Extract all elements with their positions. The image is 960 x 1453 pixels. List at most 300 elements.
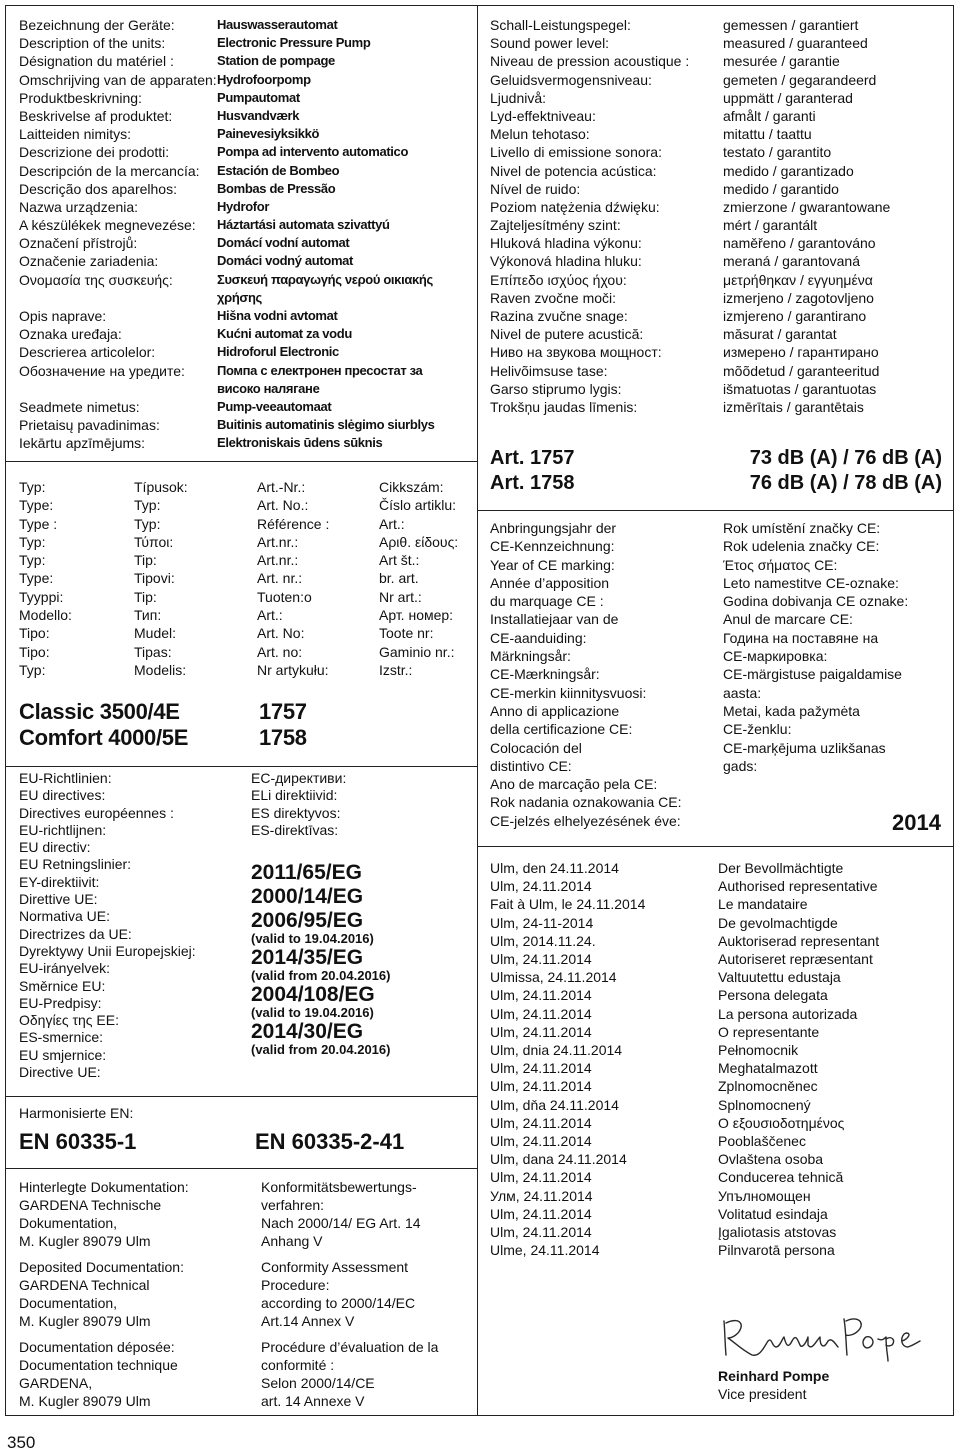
type-grid-cell: Típusok: <box>134 479 188 495</box>
sound-row <box>490 362 945 380</box>
type-grid-row <box>19 606 469 624</box>
sound-label: Výkonová hladina hluku: <box>490 253 642 270</box>
ce-label: CE-Kennzeichnung: <box>490 538 615 555</box>
doc-line: art. 14 Annexe V <box>261 1393 365 1409</box>
doc-line: Selon 2000/14/CE <box>261 1375 375 1391</box>
place-date: Ulm, 24.11.2014 <box>490 1023 592 1040</box>
divider <box>6 766 477 767</box>
device-label: Désignation du matériel : <box>19 53 174 70</box>
type-grid-cell: Nr art.: <box>379 588 422 605</box>
eu-label: Directrizes da UE: <box>19 925 132 942</box>
sound-label: Ниво на звукова мощност: <box>490 344 662 361</box>
sound-value: medido / garantizado <box>723 162 854 179</box>
device-label: Prietaisų pavadinimas: <box>19 417 160 434</box>
device-label: Oznaka uređaja: <box>19 326 122 343</box>
representative-title: Meghatalmazott <box>718 1060 818 1077</box>
page-number: 350 <box>7 1433 36 1452</box>
type-grid-cell: Type: <box>19 497 54 514</box>
type-grid-cell: Tuoten:o <box>257 588 312 605</box>
place-date: Ulm, dňa 24.11.2014 <box>490 1096 619 1113</box>
device-value: Pump-veeautomaat <box>217 398 332 414</box>
sound-row <box>490 180 945 198</box>
place-date: Ulmissa, 24.11.2014 <box>490 969 617 986</box>
representative-title: Autoriseret repræsentant <box>718 951 873 968</box>
directive-code: 2014/35/EG <box>251 946 364 969</box>
device-row <box>19 125 474 143</box>
ce-marking-labels <box>490 519 681 830</box>
representative-title: Ο εξουσιοδοτημένος <box>718 1114 845 1131</box>
device-value: Domáci vodný automat <box>217 253 354 269</box>
ce-label: Metai, kada pažymėta <box>723 702 860 719</box>
doc-line: conformité : <box>261 1357 335 1373</box>
device-value: Hišna vodni avtomat <box>217 308 338 323</box>
representative-title: Persona delegata <box>718 987 828 1004</box>
place-date: Ulme, 24.11.2014 <box>490 1242 600 1259</box>
type-grid-cell: Číslo artiklu: <box>379 497 457 514</box>
model-art: 1757 <box>259 699 307 724</box>
representative-title: De gevolmachtigde <box>718 914 838 931</box>
directive-validity: (valid to 19.04.2016) <box>251 1005 374 1020</box>
sound-value: gemessen / garantiert <box>723 17 859 33</box>
sound-label: Lyd-effektniveau: <box>490 107 596 124</box>
representative-title: Pilnvarotā persona <box>718 1242 835 1259</box>
harmonised-label: Harmonisierte EN: <box>19 1105 134 1121</box>
ce-label: CE-маркировка: <box>723 648 828 665</box>
sound-row <box>490 343 945 361</box>
doc-line: GARDENA Technical <box>19 1277 150 1293</box>
device-value: Помпа с електронен пресостат за <box>217 362 423 378</box>
sound-row <box>490 216 945 234</box>
device-value: Buitinis automatinis slėgimo siurblys <box>217 417 435 433</box>
type-grid-row <box>19 661 469 679</box>
sound-label: Razina zvučne snage: <box>490 308 628 324</box>
place-date: Ulm, 24.11.2014 <box>490 1205 592 1222</box>
signature <box>716 1311 926 1363</box>
directive-code: 2014/30/EG <box>251 1020 364 1043</box>
sound-row <box>490 234 945 252</box>
type-grid-cell: Référence : <box>257 515 330 532</box>
eu-label: Directives européennes : <box>19 804 174 821</box>
type-grid-cell: Art.: <box>379 515 405 532</box>
ce-label: Installatiejaar van de <box>490 611 619 628</box>
divider <box>6 1096 477 1097</box>
type-grid-cell: Tipas: <box>134 643 172 660</box>
sound-value: measured / guaranteed <box>723 35 868 52</box>
doc-line: M. Kugler 89079 Ulm <box>19 1393 151 1409</box>
sound-row <box>490 89 945 107</box>
eu-label: EU-Predpisy: <box>19 994 102 1011</box>
type-grid <box>19 478 469 679</box>
place-date: Ulm, 2014.11.24. <box>490 932 596 949</box>
device-value: Domácí vodní automat <box>217 235 350 251</box>
eu-label: Normativa UE: <box>19 908 111 925</box>
sound-value: izmjereno / garantirano <box>723 308 867 324</box>
model-name: Comfort 4000/5E <box>19 725 189 750</box>
sound-value: naměřeno / garantováno <box>723 235 876 252</box>
place-date: Ulm, 24.11.2014 <box>490 1078 592 1095</box>
place-date: Улм, 24.11.2014 <box>490 1187 593 1204</box>
ce-label: CE-jelzés elhelyezésének éve: <box>490 812 681 829</box>
model-art: 1758 <box>259 725 307 750</box>
doc-line: Hinterlegte Dokumentation: <box>19 1179 189 1195</box>
sound-label: Zajteljesítmény szint: <box>490 217 621 234</box>
eu-label: EU-Richtlinien: <box>19 770 112 786</box>
eu-label: EU-irányelvek: <box>19 960 111 977</box>
sound-row <box>490 71 945 89</box>
place-date: Ulm, 24-11-2014 <box>490 914 594 931</box>
device-row <box>19 398 474 416</box>
doc-line: Procédure d’évaluation de la <box>261 1339 439 1355</box>
sound-value: mõõdetud / garanteeritud <box>723 362 880 379</box>
type-grid-cell: Art. No: <box>257 625 305 642</box>
ce-label: Rok umístění značky CE: <box>723 520 881 536</box>
device-label: Ονομασία της συσκευής: <box>19 271 173 288</box>
device-row <box>19 271 474 289</box>
representative-title: Pełnomocnik <box>718 1042 799 1059</box>
representative-title: Splnomocnený <box>718 1096 811 1113</box>
device-value: Painevesiyksikkö <box>217 126 320 142</box>
models-block <box>19 699 307 751</box>
place-date: Ulm, dnia 24.11.2014 <box>490 1042 623 1059</box>
device-label: Omschrijving van de apparaten: <box>19 71 217 88</box>
type-grid-cell: Tyyppi: <box>19 588 64 605</box>
eu-label: ES direktyvos: <box>251 804 341 821</box>
device-label: Descripción de la mercancía: <box>19 162 200 179</box>
eu-directive-labels-right <box>251 770 346 839</box>
sound-row <box>490 34 945 52</box>
device-value: Hidroforul Electronic <box>217 344 339 360</box>
type-grid-cell: Art.nr.: <box>257 552 299 569</box>
sound-label: Schall-Leistungspegel: <box>490 17 631 33</box>
device-row <box>19 289 474 307</box>
type-grid-row <box>19 624 469 642</box>
sound-value: mitattu / taattu <box>723 126 812 143</box>
sound-label: Trokšņu jaudas līmenis: <box>490 398 638 415</box>
device-row <box>19 307 474 325</box>
ce-label: distintivo CE: <box>490 757 572 774</box>
device-value: Kućni automat za vodu <box>217 326 352 342</box>
harmonised-en2: EN 60335-2-41 <box>255 1129 405 1154</box>
doc-line: Documentation technique <box>19 1357 178 1373</box>
directive-code: 2011/65/EG <box>251 861 362 884</box>
device-row <box>19 198 474 216</box>
type-grid-row <box>19 478 469 496</box>
ce-label: Year of CE marking: <box>490 556 615 573</box>
device-value: Hauswasserautomat <box>217 17 338 32</box>
representative-title: Zplnomocněnec <box>718 1078 818 1095</box>
device-row <box>19 16 474 34</box>
doc-line: M. Kugler 89079 Ulm <box>19 1233 151 1249</box>
ce-label: Godina dobivanja CE oznake: <box>723 593 909 610</box>
ce-label: CE-merkin kiinnitysvuosi: <box>490 684 647 701</box>
device-value: Elektroniskais ūdens sūknis <box>217 435 383 451</box>
device-row <box>19 234 474 252</box>
ce-label: CE-marķējuma uzlikšanas <box>723 739 886 756</box>
ce-year: 2014 <box>892 810 941 835</box>
sound-label: Livello di emissione sonora: <box>490 144 662 161</box>
place-date: Ulm, 24.11.2014 <box>490 878 592 895</box>
documentation-left <box>19 1178 189 1250</box>
device-value: Hydrofoorpomp <box>217 71 311 87</box>
ce-label: della certificazione CE: <box>490 721 633 738</box>
representative-title: La persona autorizada <box>718 1005 858 1022</box>
place-date: Ulm, 24.11.2014 <box>490 1169 592 1186</box>
eu-directive-labels <box>19 770 196 1081</box>
device-value: Hydrofor <box>217 198 270 214</box>
eu-label: Směrnice EU: <box>19 977 106 994</box>
sound-label: Raven zvočne moči: <box>490 289 617 306</box>
device-value: Husvandværk <box>217 107 300 123</box>
device-value: Συσκευή παραγωγής νερού οικιακής <box>217 271 433 287</box>
doc-line: GARDENA Technische <box>19 1197 162 1213</box>
place-date: Ulm, 24.11.2014 <box>490 1005 592 1022</box>
device-row <box>19 143 474 161</box>
place-date: Fait à Ulm, le 24.11.2014 <box>490 896 646 913</box>
doc-line: Nach 2000/14/ EG Art. 14 <box>261 1215 421 1231</box>
ce-label: Έτος σήματος CE: <box>723 556 838 573</box>
sound-art: Art. 1757 <box>490 447 575 469</box>
device-row <box>19 252 474 270</box>
directive-validity: (valid to 19.04.2016) <box>251 931 374 946</box>
sound-label: Helivõimsuse tase: <box>490 362 608 379</box>
type-grid-row <box>19 496 469 514</box>
ce-label: Ano de marcação pela CE: <box>490 776 658 793</box>
sound-db: 76 dB (A) / 78 dB (A) <box>749 472 942 494</box>
eu-label: EU smjernice: <box>19 1046 107 1063</box>
sound-label: Hluková hladina výkonu: <box>490 235 642 252</box>
sound-art: Art. 1758 <box>490 472 575 494</box>
type-grid-cell: Tip: <box>134 588 157 605</box>
type-grid-cell: Modelis: <box>134 661 187 678</box>
type-grid-cell: Art.: <box>257 607 283 624</box>
type-grid-cell: Izstr.: <box>379 661 413 678</box>
ce-label: Anno di applicazione <box>490 702 620 719</box>
doc-line: GARDENA, <box>19 1375 93 1391</box>
device-value: Háztartási automata szivattyú <box>217 217 390 233</box>
device-row <box>19 216 474 234</box>
representative-title: Įgaliotasis atstovas <box>718 1224 837 1241</box>
ce-label: Anbringungsjahr der <box>490 520 617 536</box>
place-date: Ulm, 24.11.2014 <box>490 1224 592 1241</box>
type-grid-row <box>19 588 469 606</box>
eu-label: ES-smernice: <box>19 1029 104 1046</box>
ce-label: aasta: <box>723 684 762 701</box>
sound-db: 73 dB (A) / 76 dB (A) <box>749 447 942 469</box>
sound-label: Garso stiprumo lygis: <box>490 380 622 397</box>
device-value: високо налягане <box>217 380 320 396</box>
device-value: χρήσης <box>217 289 262 305</box>
divider <box>6 1168 477 1169</box>
type-grid-cell: Type : <box>19 515 58 532</box>
place-date: Ulm, 24.11.2014 <box>490 951 592 968</box>
directive-validity: (valid from 20.04.2016) <box>251 968 391 983</box>
sound-value: medido / garantido <box>723 180 839 197</box>
device-row <box>19 362 474 380</box>
representative-list <box>718 859 879 1259</box>
eu-label: EU directiv: <box>19 839 91 856</box>
device-row <box>19 380 474 398</box>
type-grid-cell: Gaminio nr.: <box>379 643 455 660</box>
doc-line: Art.14 Annex V <box>261 1313 355 1329</box>
device-value: Pompa ad intervento automatico <box>217 144 409 160</box>
type-grid-cell: Typ: <box>19 533 46 550</box>
device-value: Bombas de Pressão <box>217 180 336 196</box>
handwritten-signature <box>716 1311 926 1363</box>
sound-row <box>490 162 945 180</box>
divider <box>6 461 477 462</box>
device-row <box>19 180 474 198</box>
place-date: Ulm, 24.11.2014 <box>490 1133 592 1150</box>
type-grid-cell: Tipo: <box>19 625 50 642</box>
device-label: Descrição dos aparelhos: <box>19 180 177 197</box>
doc-line: according to 2000/14/EC <box>261 1295 416 1311</box>
device-row <box>19 325 474 343</box>
sound-label: Nivel de potencia acústica: <box>490 162 657 179</box>
type-grid-cell: Art. No.: <box>257 497 309 514</box>
type-grid-cell: Toote nr: <box>379 625 434 642</box>
type-grid-cell: Art.nr.: <box>257 533 299 550</box>
type-grid-cell: br. art. <box>379 570 419 587</box>
sound-value: izmērītais / garantētais <box>723 398 864 415</box>
sound-row <box>490 398 945 416</box>
device-label: Обозначение на уредите: <box>19 362 185 379</box>
sound-value: izmerjeno / zagotovljeno <box>723 289 874 306</box>
device-value: Pumpautomat <box>217 89 300 105</box>
device-label: Opis naprave: <box>19 308 107 324</box>
ce-label: CE-märgistuse paigaldamise <box>723 666 902 683</box>
sound-label: Niveau de pression acoustique : <box>490 53 690 70</box>
eu-label: ЕС-директиви: <box>251 770 347 786</box>
ce-label: Rok udelenia značky CE: <box>723 538 880 555</box>
documentation-right <box>261 1338 438 1410</box>
doc-line: Documentation déposée: <box>19 1339 175 1355</box>
ce-label: du marquage CE : <box>490 593 604 610</box>
ce-label: CE-Mærkningsår: <box>490 666 600 683</box>
type-grid-cell: Τύποι: <box>134 533 174 550</box>
sound-row <box>490 125 945 143</box>
doc-line: Procedure: <box>261 1277 330 1293</box>
type-grid-cell: Cikkszám: <box>379 479 444 495</box>
type-grid-cell: Art št.: <box>379 552 420 569</box>
representative-title: Der Bevollmächtigte <box>718 860 844 876</box>
right-panel <box>478 5 954 1416</box>
device-row <box>19 52 474 70</box>
sound-row <box>490 107 945 125</box>
device-label: Produktbeskrivning: <box>19 89 142 106</box>
type-grid-row <box>19 533 469 551</box>
eu-label: EU-richtlijnen: <box>19 821 107 838</box>
place-date: Ulm, 24.11.2014 <box>490 987 592 1004</box>
sound-values <box>490 447 942 497</box>
type-grid-cell: Nr artykułu: <box>257 661 329 678</box>
device-value: Station de pompage <box>217 53 335 69</box>
representative-title: Ovlaštena osoba <box>718 1151 824 1168</box>
harmonised-en1: EN 60335-1 <box>19 1129 137 1154</box>
doc-line: Conformity Assessment <box>261 1259 409 1275</box>
device-row <box>19 162 474 180</box>
sound-label: Ljudnivå: <box>490 89 547 106</box>
ce-label: Rok nadania oznakowania CE: <box>490 794 682 811</box>
type-grid-cell: Αριθ. είδους: <box>379 533 459 550</box>
device-names-list <box>19 16 474 453</box>
device-row <box>19 89 474 107</box>
device-label: Označenie zariadenia: <box>19 253 159 270</box>
documentation-right <box>261 1258 415 1330</box>
device-value: Estación de Bombeo <box>217 162 340 178</box>
sound-row <box>490 325 945 343</box>
ce-label: Anul de marcare CE: <box>723 611 853 628</box>
eu-label: Direttive UE: <box>19 891 98 908</box>
device-row <box>19 34 474 52</box>
type-grid-cell: Tip: <box>134 552 157 569</box>
directive-validity: (valid from 20.04.2016) <box>251 1042 391 1057</box>
sound-row <box>490 380 945 398</box>
device-label: Iekārtu apzīmējums: <box>19 435 146 452</box>
device-label: Description of the units: <box>19 35 166 52</box>
place-date: Ulm, den 24.11.2014 <box>490 860 619 876</box>
sound-label: Sound power level: <box>490 35 610 52</box>
sound-level-list <box>490 16 945 416</box>
sound-row <box>490 289 945 307</box>
type-grid-cell: Typ: <box>134 497 161 514</box>
type-grid-row <box>19 643 469 661</box>
place-date: Ulm, 24.11.2014 <box>490 1114 592 1131</box>
sound-value: μετρήθηκαν / εγγυημένα <box>723 271 873 288</box>
type-grid-cell: Typ: <box>19 661 46 678</box>
sound-value: testato / garantito <box>723 144 832 161</box>
sound-value: meraná / garantovaná <box>723 253 860 270</box>
divider <box>478 846 953 847</box>
ce-label: Märkningsår: <box>490 648 571 665</box>
directive-code: 2000/14/EG <box>251 885 364 908</box>
type-grid-cell: Modello: <box>19 607 72 624</box>
sound-value: uppmätt / garanterad <box>723 89 853 106</box>
device-label: Descrierea articolelor: <box>19 344 156 361</box>
sound-value: mesurée / garantie <box>723 53 840 70</box>
sound-value: zmierzone / gwarantowane <box>723 198 891 215</box>
sound-label: Poziom natężenia dźwięku: <box>490 198 660 215</box>
type-grid-cell: Typ: <box>134 515 161 532</box>
ce-label: CE-ženklu: <box>723 721 792 738</box>
eu-label: ES-direktīvas: <box>251 821 339 838</box>
directive-code: 2004/108/EG <box>251 983 375 1006</box>
left-panel <box>5 5 478 1416</box>
ce-label: Année d’apposition <box>490 574 610 591</box>
device-label: Beskrivelse af produktet: <box>19 107 173 124</box>
eu-label: Οδηγίες της ΕΕ: <box>19 1012 119 1029</box>
sound-label: Geluidsvermogensniveau: <box>490 71 652 88</box>
device-value: Electronic Pressure Pump <box>217 35 371 51</box>
signatory-title: Vice president <box>718 1386 807 1402</box>
type-grid-row <box>19 551 469 569</box>
device-label: Označení přístrojů: <box>19 235 138 252</box>
sound-row <box>490 271 945 289</box>
eu-label: EU directives: <box>19 787 106 804</box>
type-grid-cell: Арт. номер: <box>379 607 454 624</box>
type-grid-cell: Art. nr.: <box>257 570 303 587</box>
ce-label: gads: <box>723 757 758 774</box>
type-grid-row <box>19 569 469 587</box>
device-label: Bezeichnung der Geräte: <box>19 17 175 33</box>
type-grid-cell: Type: <box>19 570 54 587</box>
device-row <box>19 107 474 125</box>
device-label: A készülékek megnevezése: <box>19 217 196 234</box>
representative-title: Pooblaščenec <box>718 1133 806 1150</box>
model-name: Classic 3500/4E <box>19 699 180 724</box>
doc-line: Deposited Documentation: <box>19 1259 184 1275</box>
type-grid-cell: Mudel: <box>134 625 177 642</box>
eu-label: EU Retningslinier: <box>19 856 132 873</box>
